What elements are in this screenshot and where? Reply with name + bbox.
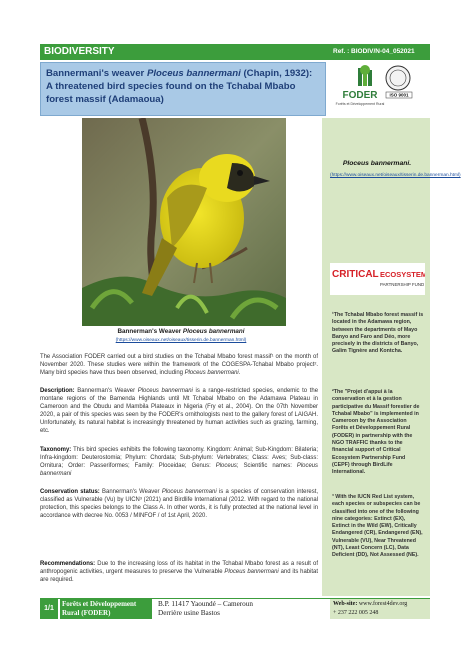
taxonomy-label: Taxonomy: bbox=[40, 447, 72, 453]
taxonomy-species: Ploceus bannermani bbox=[40, 463, 319, 477]
cepf-logo-icon bbox=[330, 263, 425, 295]
recommendations-label: Recommendations: bbox=[40, 561, 96, 567]
conservation-label: Conservation status: bbox=[40, 489, 100, 495]
footer-phone: + 237 222 005 248 bbox=[333, 610, 379, 616]
footer-web-label: Web-site: bbox=[333, 601, 358, 607]
bird-photo bbox=[82, 118, 286, 326]
footnote-3: ³ With the IUCN Red List system, each species or subspecies can be classified into one of the following nine categories: Extinct (EX), Extinct in the Wild (EW), Critically Endangered (CR), Endangered (EN), Vulnerable (VU), Near Threatened (NT), Least Concern (LC), Data Deficient (DD), Not Assessed (NE). bbox=[332, 494, 423, 559]
photo-caption bbox=[40, 328, 322, 335]
intro-paragraph bbox=[40, 353, 318, 377]
conservation-paragraph bbox=[40, 488, 318, 520]
cepf-logo bbox=[330, 263, 425, 295]
photo-caption-link[interactable]: (https://www.oiseaux.net/oiseaux/tisserin.de.bannerman.html) bbox=[115, 338, 247, 343]
footer-website[interactable]: www.forest4dev.org bbox=[357, 601, 408, 607]
conservation-text-b: is a species of conservation interest, classified as Vulnerable (Vu) by UICN³ (2021) and Birdlife International (2012. With regard to the national protection, this species belongs to the Class A. In other words, it is fully protected at the national level in accordance with decree No. 0053 / MINFOF / of 1st April, 2020. bbox=[40, 489, 318, 519]
title-text-2: (Chapin, 1932): A threatened bird species found on the Tchabal Mbabo forest massif (Adamaoua) bbox=[46, 68, 313, 105]
logo-wordmark: FODER bbox=[342, 90, 378, 101]
logo-subtitle: Forêts et Développement Rural bbox=[335, 102, 385, 106]
recommendations-paragraph bbox=[40, 560, 318, 584]
cepf-partnership: PARTNERSHIP FUND bbox=[380, 282, 425, 287]
title-text-1: Bannermani's weaver bbox=[46, 68, 147, 79]
description-text-a: Bannerman's Weaver bbox=[74, 388, 138, 394]
reference-banner bbox=[330, 44, 430, 60]
conservation-species: Ploceus bannermani bbox=[161, 489, 217, 495]
intro-end: . bbox=[238, 370, 241, 376]
footer-address-line-1: B.P. 11417 Yaoundé – Cameroun bbox=[158, 600, 253, 608]
taxonomy-text-b: ; Scientific names: bbox=[236, 463, 297, 469]
sidebar-species-title: Ploceus bannermani. bbox=[342, 160, 412, 167]
description-label: Description: bbox=[40, 388, 75, 394]
cepf-ecosystem: ECOSYSTEM bbox=[380, 270, 425, 279]
footer-contact bbox=[330, 599, 430, 619]
caption-prefix: Bannerman's Weaver bbox=[117, 328, 183, 335]
footnote-1: ¹The Tchabal Mbabo forest massif is located in the Adamawa region, between the departments of Mayo Banyo and Faro and Déo, more precisely in the districts of Banyo, Galim Tignère and Kontcha. bbox=[332, 312, 424, 355]
caption-species: Ploceus bannermani bbox=[182, 328, 245, 335]
page-number: 1/1 bbox=[40, 599, 58, 619]
iso-label: ISO 9001 bbox=[389, 92, 409, 98]
taxonomy-genus: Ploceus bbox=[215, 463, 237, 469]
taxonomy-text-a: This bird species exhibits the following taxonomy. Kingdom: Animal; Sub-Kingdom: Bilateria; Infra-kingdom: Deuterostomia; Phylum: Chordata; Sub-phylum: Vertebrates; Class: Aves; Sub-class: Ornitura; Order: Passeriformes; Family: Ploceidae; Genus: bbox=[40, 447, 318, 469]
recommendations-species: Ploceus bannermani bbox=[224, 569, 279, 575]
sidebar-species-link[interactable]: (https://www.oiseaux.net/oiseaux/tisserin.de.bannerman.html) bbox=[330, 173, 461, 178]
recommendations-text-b: and its habitat are required. bbox=[40, 569, 318, 583]
reference-number: Ref. : BIODIV/N-04_052021 bbox=[333, 48, 415, 55]
intro-text: The Association FODER carried out a bird studies on the Tchabal Mbabo forest massif¹ on the month of November 2020. These studies were within the framework of the COGESPA-Tchabal Mbabo project². Many bird species have thus been observed, including bbox=[40, 354, 318, 376]
page-footer bbox=[40, 598, 430, 619]
recommendations-text-a: Due to the increasing loss of its habitat in the Tchabal Mbabo forest as a result of anthropogenic activities, urgent measures to preserve the Vulnerable bbox=[40, 561, 318, 575]
title-species: Ploceus bannermani bbox=[146, 68, 241, 79]
logo-area bbox=[330, 62, 430, 118]
foder-logo-icon bbox=[330, 62, 430, 118]
description-paragraph bbox=[40, 387, 318, 435]
footnote-2: ²The "Projet d'appui à la conservation et à la gestion participative du Massif forestier de Tchabal Mbabo" is implemented in Cameroon by the Association Forêts et Développement Rural (FODER) in partnership with the NGO TRAFFIC thanks to the financial support of Critical Ecosystem Partnership Fund (CEPF) through BirdLife International. bbox=[332, 389, 420, 476]
footer-address-line-2: Derrière usine Bastos bbox=[158, 609, 220, 617]
title-box bbox=[40, 62, 326, 116]
section-label: BIODIVERSITY bbox=[44, 46, 115, 57]
cepf-critical: CRITICAL bbox=[332, 269, 379, 280]
conservation-text-a: Bannerman's Weaver bbox=[99, 489, 162, 495]
weaver-bird-image bbox=[82, 118, 286, 326]
description-text-b: is a range-restricted species, endemic to the montane regions of the Bamenda Highlands until Mt Tchabal Mbabo on the Adamawa Plateau in Cameroon and the Obudu and Mambila Plateaux in Nigeria (Fry et al., 2004). On the 07th November 2020, a pair of this species was seen by the FODER's ornithologists next to the gallery forest of LAIGAH. Unfortunately, its natural habitat is increasingly threatened by human activities such as grazing, farming, etc. bbox=[40, 388, 318, 434]
footer-organization: Forêts et Développement Rural (FODER) bbox=[60, 599, 152, 619]
intro-species: Ploceus bannermani bbox=[184, 370, 239, 376]
footer-address bbox=[158, 600, 278, 618]
description-species: Ploceus bannermani bbox=[137, 388, 193, 394]
taxonomy-paragraph bbox=[40, 446, 318, 478]
section-banner bbox=[40, 44, 332, 60]
